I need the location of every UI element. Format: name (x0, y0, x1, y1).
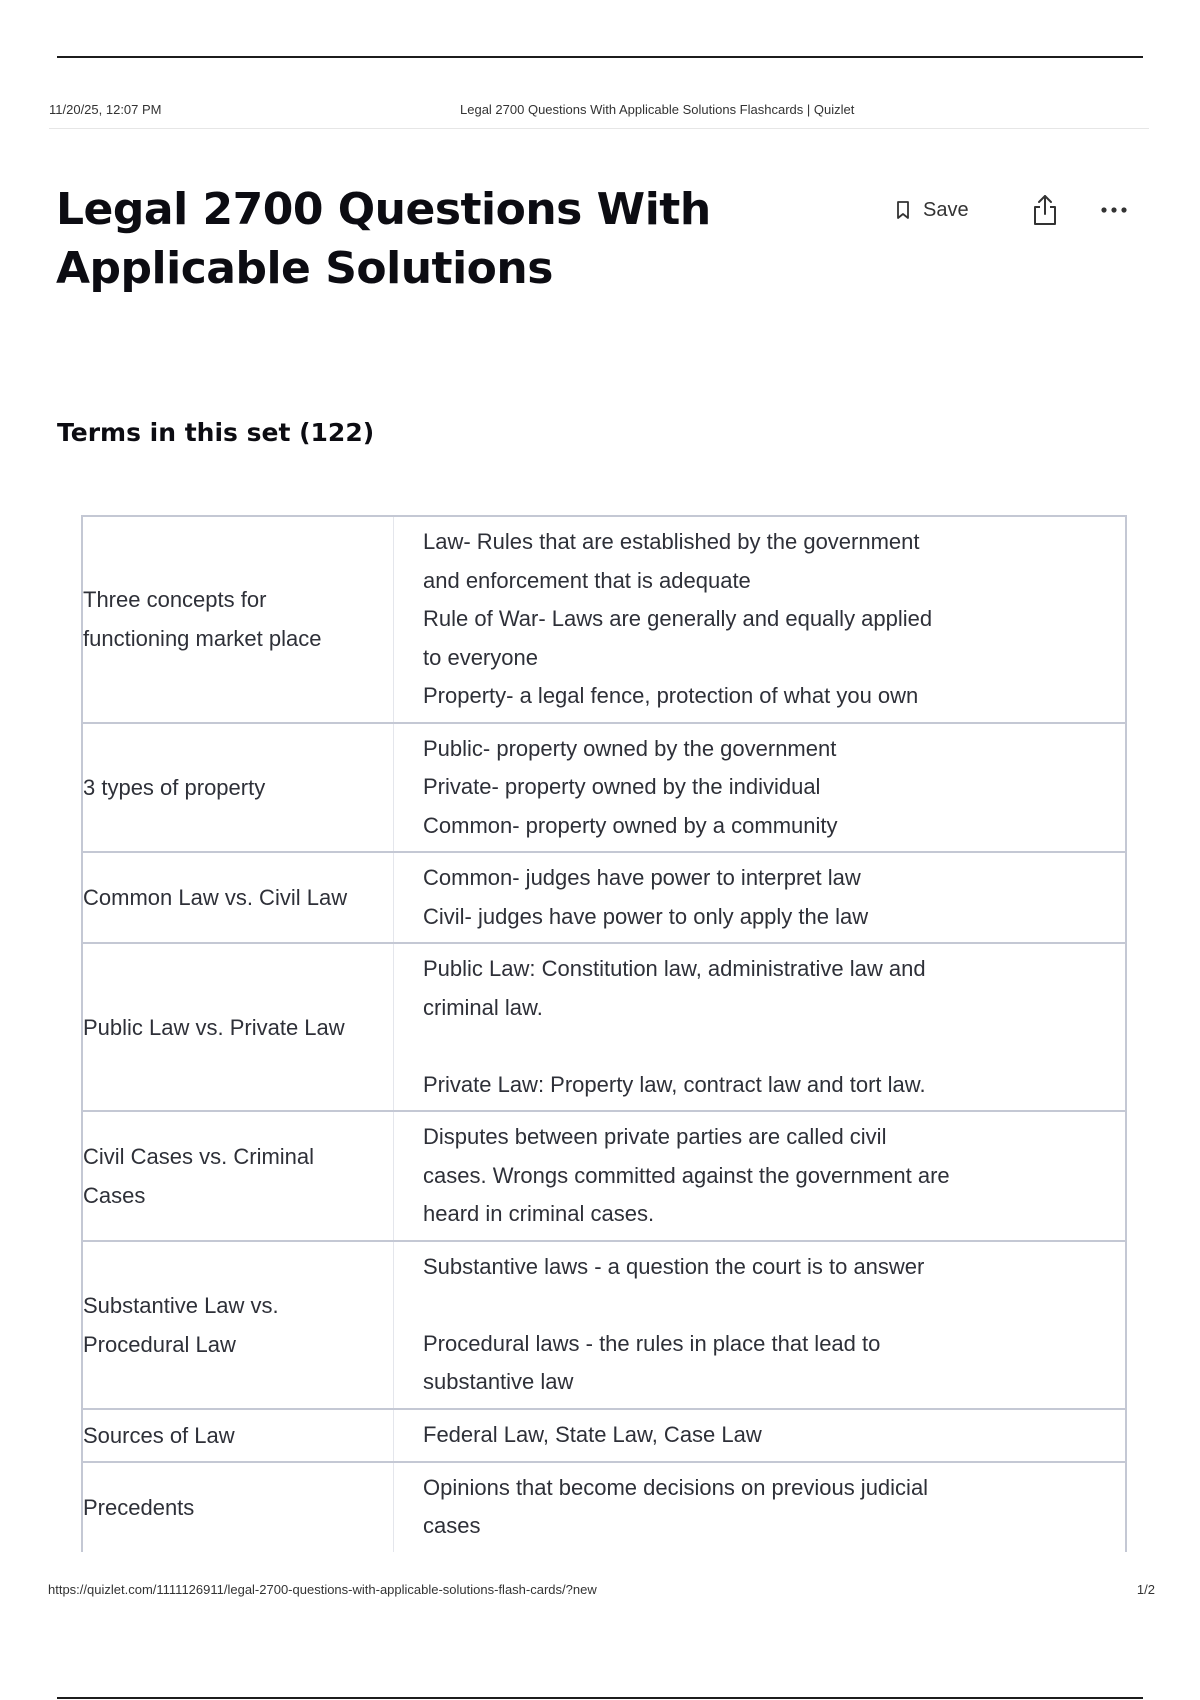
terms-heading: Terms in this set (122) (57, 418, 375, 447)
term-cell (83, 517, 394, 722)
term-cell (83, 1112, 394, 1240)
term-text: 3 types of property (83, 774, 266, 800)
footer-url: https://quizlet.com/1111126911/legal-2700-questions-with-applicable-solutions-flash-cards/?new (48, 1582, 597, 1597)
definition-text: Federal Law, State Law, Case Law (423, 1421, 762, 1447)
definition-text: Public- property owned by the government Private- property owned by the individual Common- property owned by a community (423, 735, 838, 838)
definition-text: Opinions that become decisions on previous judicial cases (423, 1474, 929, 1538)
term-cell (83, 944, 394, 1110)
definition-text: Disputes between private parties are called civil cases. Wrongs committed against the government are heard in criminal cases. (423, 1124, 950, 1226)
save-button[interactable] (895, 193, 969, 227)
bottom-rule (57, 1697, 1143, 1699)
top-rule (57, 56, 1143, 58)
bookmark-icon (895, 200, 911, 220)
share-icon[interactable] (1030, 193, 1060, 227)
term-text: Sources of Law (83, 1422, 235, 1448)
term-row (83, 1410, 1125, 1463)
term-row (83, 853, 1125, 944)
term-row (83, 1463, 1125, 1552)
term-cell (83, 853, 394, 942)
term-text: Precedents (83, 1494, 195, 1520)
term-row (83, 1242, 1125, 1410)
definition-text: Law- Rules that are established by the government and enforcement that is adequate Rule of War- Laws are generally and equally applied to everyone Property- a legal fence, protection of what you own (423, 529, 933, 708)
more-options-icon[interactable] (1097, 193, 1131, 227)
page-title: Legal 2700 Questions With Applicable Solutions (56, 184, 711, 294)
term-text: Common Law vs. Civil Law (83, 885, 348, 910)
set-actions (895, 193, 1145, 227)
term-row (83, 1112, 1125, 1242)
term-row (83, 724, 1125, 854)
term-row (83, 944, 1125, 1112)
header-divider (49, 128, 1149, 129)
definition-text: Substantive laws - a question the court is to answer Procedural laws - the rules in place that lead to substantive law (423, 1253, 925, 1394)
term-cell (83, 1410, 394, 1461)
page-number: 1/2 (1136, 1582, 1155, 1597)
definition-text: Common- judges have power to interpret law Civil- judges have power to only apply the law (423, 865, 869, 929)
term-cell (83, 1242, 394, 1408)
print-header (49, 102, 1149, 122)
term-row (83, 517, 1125, 724)
print-datetime: 11/20/25, 12:07 PM (49, 102, 162, 117)
term-text: Public Law vs. Private Law (83, 1014, 345, 1040)
save-button-label: Save (923, 198, 969, 221)
terms-table (81, 515, 1127, 1552)
term-text: Substantive Law vs. Procedural Law (83, 1292, 279, 1357)
definition-text: Public Law: Constitution law, administrative law and criminal law. Private Law: Property law, contract law and tort law. (423, 956, 926, 1097)
term-text: Three concepts for functioning market place (83, 587, 322, 652)
term-cell (83, 1463, 394, 1552)
print-footer (48, 1582, 1155, 1602)
term-text: Civil Cases vs. Criminal Cases (83, 1143, 315, 1208)
term-cell (83, 724, 394, 852)
print-page-title: Legal 2700 Questions With Applicable Solutions Flashcards | Quizlet (460, 102, 855, 117)
